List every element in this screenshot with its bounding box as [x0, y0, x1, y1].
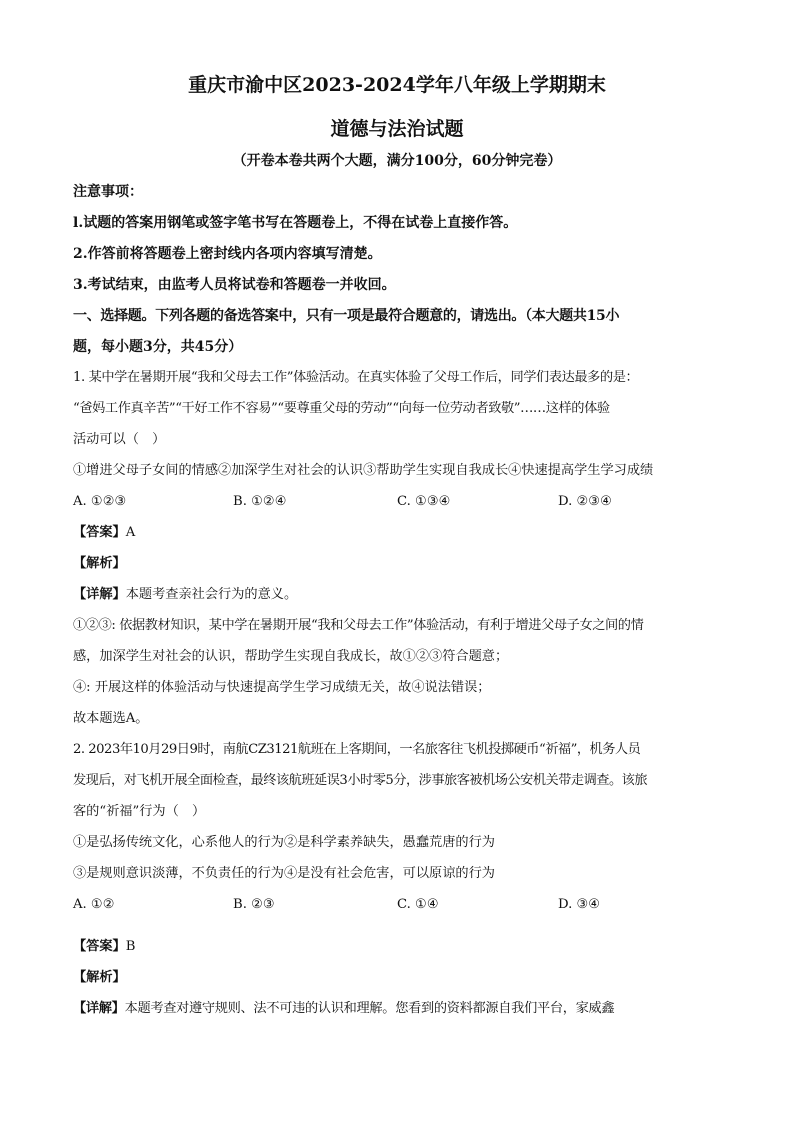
q1-conclusion: 故本题选A。: [73, 711, 149, 726]
q1-option-b: B. ①②④: [233, 494, 287, 509]
q1-stem-line2: “爸妈工作真辛苦”“干好工作不容易”“要尊重父母的劳动”“向每一位劳动者致敬”……这样的体验: [73, 401, 610, 416]
q1-analysis-tag: 【解析】: [73, 556, 126, 571]
q1-explanation-1-line1: ①②③: 依据教材知识，某中学在暑期开展“我和父母去工作”体验活动，有利于增进父母子女之间的情: [73, 618, 644, 633]
section1-heading-line1: 一、选择题。下列各题的备选答案中，只有一项是最符合题意的，请选出。（本大题共15小: [73, 308, 620, 324]
q1-answer: A: [125, 525, 136, 540]
q2-answer-row: [73, 938, 733, 956]
q1-option-a: A. ①②③: [73, 494, 127, 509]
q2-stem-line2: 发现后，对飞机开展全面检查，最终该航班延误3小时零5分，涉事旅客被机场公安机关带走调查。该旅: [73, 773, 648, 788]
q1-option-d: D. ②③④: [558, 494, 612, 509]
q2-analysis-tag: 【解析】: [73, 970, 126, 985]
detail-tag: 【详解】: [73, 587, 126, 602]
page-title: 重庆市渝中区2023-2024学年八年级上学期期末: [188, 74, 606, 96]
answer-tag: 【答案】: [73, 939, 126, 954]
q1-detail-row: [73, 586, 733, 604]
note-item-1: l.试题的答案用钢笔或签字笔书写在答题卷上，不得在试卷上直接作答。: [73, 215, 518, 231]
q2-detail: 本题考查对遵守规则、法不可违的认识和理解。您看到的资料都源自我们平台，家威鑫: [124, 1001, 615, 1016]
q1-statements: ①增进父母子女间的情感②加深学生对社会的认识③帮助学生实现自我成长④快速提高学生学习成绩: [73, 463, 654, 478]
note-item-2: 2.作答前将答题卷上密封线内各项内容填写清楚。: [73, 246, 382, 262]
q1-stem-line3: 活动可以（ ）: [73, 432, 166, 447]
section1-heading-line2: 题，每小题3分，共45分）: [73, 339, 243, 355]
q1-stem-line1: 1. 某中学在暑期开展“我和父母去工作”体验活动。在真实体验了父母工作后，同学们表达最多的是：: [73, 370, 639, 385]
q1-answer-row: [73, 524, 733, 542]
q2-option-d: D. ③④: [558, 897, 601, 912]
exam-info-subtitle: （开卷本卷共两个大题，满分100分，60分钟完卷）: [232, 153, 562, 169]
page-subject-title: 道德与法治试题: [330, 118, 464, 140]
detail-tag: 【详解】: [73, 1001, 125, 1016]
q2-option-b: B. ②③: [233, 897, 275, 912]
notes-heading: 注意事项：: [73, 184, 143, 200]
q2-statements-line2: ③是规则意识淡薄，不负责任的行为④是没有社会危害，可以原谅的行为: [73, 866, 495, 881]
q2-detail-row: [73, 1000, 733, 1018]
q1-option-c: C. ①③④: [397, 494, 451, 509]
q2-statements-line1: ①是弘扬传统文化，心系他人的行为②是科学素养缺失，愚蠢荒唐的行为: [73, 835, 495, 850]
q1-explanation-1-line2: 感，加深学生对社会的认识，帮助学生实现自我成长，故①②③符合题意；: [73, 649, 509, 664]
q2-option-c: C. ①④: [397, 897, 439, 912]
note-item-3: 3.考试结束，由监考人员将试卷和答题卷一并收回。: [73, 277, 396, 293]
answer-tag: 【答案】: [73, 525, 126, 540]
q2-stem-line1: 2. 2023年10月29日9时，南航CZ3121航班在上客期间，一名旅客往飞机投掷硬币“祈福”，机务人员: [73, 742, 641, 757]
q1-detail: 本题考查亲社会行为的意义。: [125, 587, 298, 602]
q2-stem-line3: 客的“祈福”行为（ ）: [73, 804, 206, 819]
q2-option-a: A. ①②: [73, 897, 115, 912]
q2-answer: B: [125, 939, 136, 954]
q1-explanation-2: ④: 开展这样的体验活动与快速提高学生学习成绩无关，故④说法错误；: [73, 680, 491, 695]
